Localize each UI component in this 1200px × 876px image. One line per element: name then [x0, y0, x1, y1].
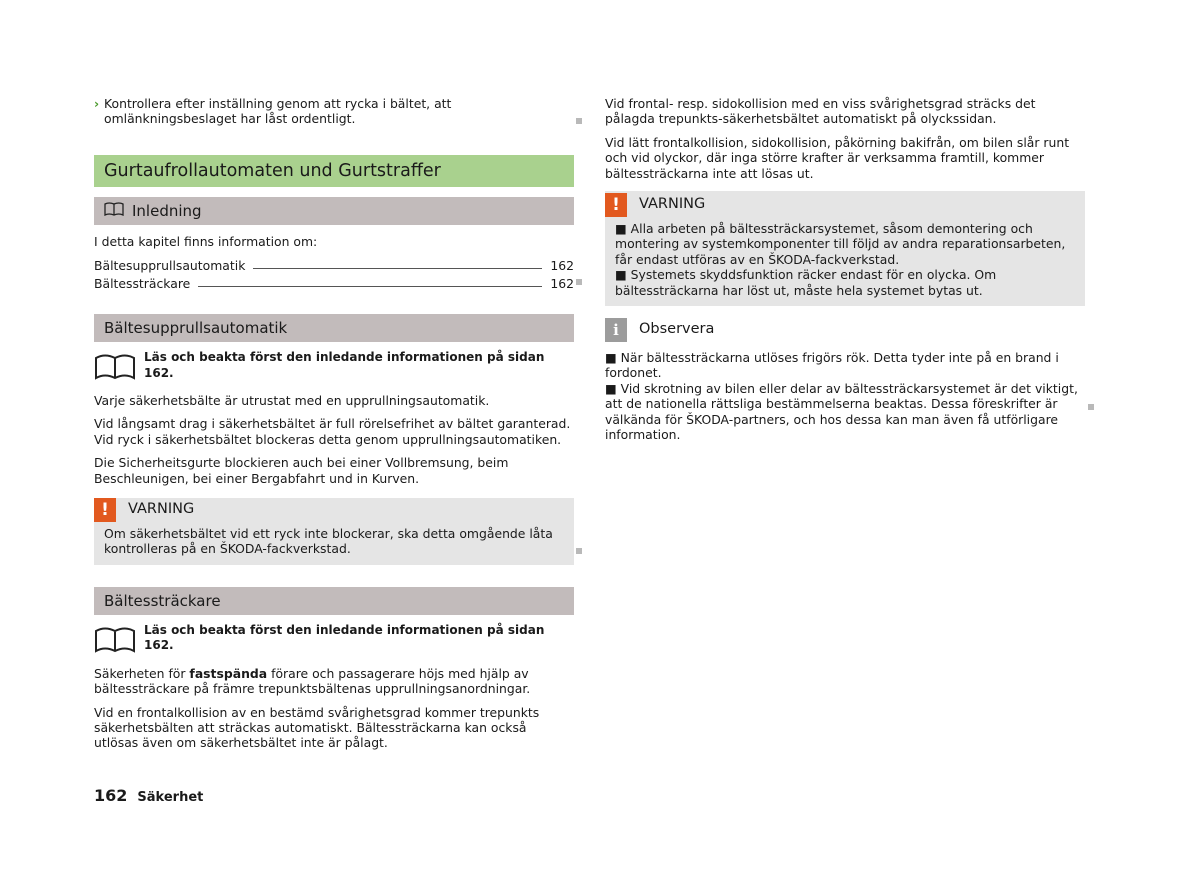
reference-note-text: Läs och beakta först den inledande informationen på sidan 162. [144, 622, 545, 653]
reference-note [94, 622, 574, 654]
paragraph: Vid lätt frontalkollision, sidokollision, påkörning bakifrån, om bilen slår runt och vid olyckor, där inga större krafter är verksamma framtill, kommer bältessträckarna inte att lösas ut. [605, 134, 1070, 181]
info-item: ■ Vid skrotning av bilen eller delar av bältessträckarsystemet är det viktigt, att de nationella rättsliga bestämmelserna beaktas. Dessa föreskrifter är välkända för ŠKODA-partners, och hos dessa kan man även få utförligare information. [605, 380, 1078, 443]
intro-heading [94, 197, 574, 225]
info-header [605, 318, 1085, 342]
arrow-icon: › [94, 96, 100, 111]
warning-box [94, 498, 574, 565]
paragraph: Vid långsamt drag i säkerhetsbältet är full rörelsefrihet av bältet garanterad. Vid ryck i säkerhetsbältet blockeras detta genom upprullningsautomatiken. [94, 416, 571, 447]
toc-row[interactable] [94, 273, 574, 291]
warning-header [94, 498, 574, 522]
book-icon [94, 625, 136, 653]
warning-item: ■ Alla arbeten på bältessträckarsystemet, såsom demontering och montering av systemkomponenter till följd av andra reparationsarbeten, får endast utföras av en ŠKODA-fackverkstad. [615, 221, 1066, 267]
right-column [605, 96, 1085, 443]
page-footer [94, 786, 203, 805]
section-end-marker [576, 279, 582, 285]
footer-section: Säkerhet [137, 790, 204, 805]
info-box [605, 318, 1085, 442]
toc-page: 162 [550, 275, 574, 291]
toc-label: Bältesupprullsautomatik [94, 257, 246, 273]
info-icon: i [605, 318, 627, 342]
toc-page: 162 [550, 257, 574, 273]
text-run: förare och passagerare höjs med hjälp av bältessträckare på främre trepunktsbältenas upprullningsanordningar. [94, 665, 531, 697]
warning-title: VARNING [128, 501, 195, 518]
book-icon [104, 197, 126, 225]
paragraph [94, 666, 574, 697]
toc-row[interactable] [94, 255, 574, 273]
exclamation-icon: ! [605, 193, 627, 217]
toc [94, 255, 574, 291]
left-column [94, 96, 574, 759]
toc-leader [253, 268, 542, 269]
text-run: Säkerheten för [94, 665, 190, 681]
info-title: Observera [639, 321, 715, 338]
paragraph: Vid en frontalkollision av en bestämd svårighetsgrad kommer trepunkts säkerhetsbälten att sträckas automatiskt. Bältessträckarna kan också utlösas även om säkerhetsbältet inte är pålagt. [94, 704, 540, 751]
chapter-title: Gurtaufrollautomaten und Gurtstraffer [94, 155, 574, 187]
reference-note-text: Läs och beakta först den inledande informationen på sidan 162. [144, 350, 545, 380]
paragraph: Vid frontal- resp. sidokollision med en viss svårighetsgrad sträcks det pålagda trepunkts-säkerhetsbältet automatiskt på olyckssidan. [605, 96, 1036, 127]
warning-title: VARNING [639, 196, 706, 213]
reference-note [94, 352, 574, 381]
paragraph: Varje säkerhetsbälte är utrustat med en upprullningsautomatik. [94, 393, 490, 409]
section-heading-belt-tensioner: Bältessträckare [94, 587, 574, 615]
paragraph: Die Sicherheitsgurte blockieren auch bei einer Vollbremsung, beim Beschleunigen, bei einer Bergabfahrt und in Kurven. [94, 455, 509, 486]
bold-text: fastspända [189, 665, 268, 681]
warning-item: ■ Systemets skyddsfunktion räcker endast för en olycka. Om bältessträckarna har löst ut, måste hela systemet bytas ut. [615, 267, 997, 298]
section-end-marker [576, 118, 582, 124]
section-end-marker [576, 548, 582, 554]
intro-text: Kontrollera efter inställning genom att rycka i bältet, att omlänkningsbeslaget har låst ordentligt. [104, 96, 452, 127]
warning-box [605, 191, 1085, 306]
intro-paragraph [94, 96, 574, 127]
intro-heading-text: Inledning [132, 201, 202, 220]
page-number: 162 [94, 786, 128, 805]
toc-leader [198, 286, 542, 287]
warning-header [605, 193, 1085, 217]
book-icon [94, 352, 136, 380]
intro-lead: I detta kapitel finns information om: [94, 233, 318, 249]
info-item: ■ När bältessträckarna utlöses frigörs rök. Detta tyder inte på en brand i fordonet. [605, 350, 1059, 381]
warning-text: Om säkerhetsbältet vid ett ryck inte blockerar, ska detta omgående låta kontrolleras på en ŠKODA-fackverkstad. [104, 526, 553, 557]
section-heading-belt-retractor: Bältesupprullsautomatik [94, 314, 574, 342]
section-end-marker [1088, 404, 1094, 410]
exclamation-icon: ! [94, 498, 116, 522]
toc-label: Bältessträckare [94, 275, 191, 291]
